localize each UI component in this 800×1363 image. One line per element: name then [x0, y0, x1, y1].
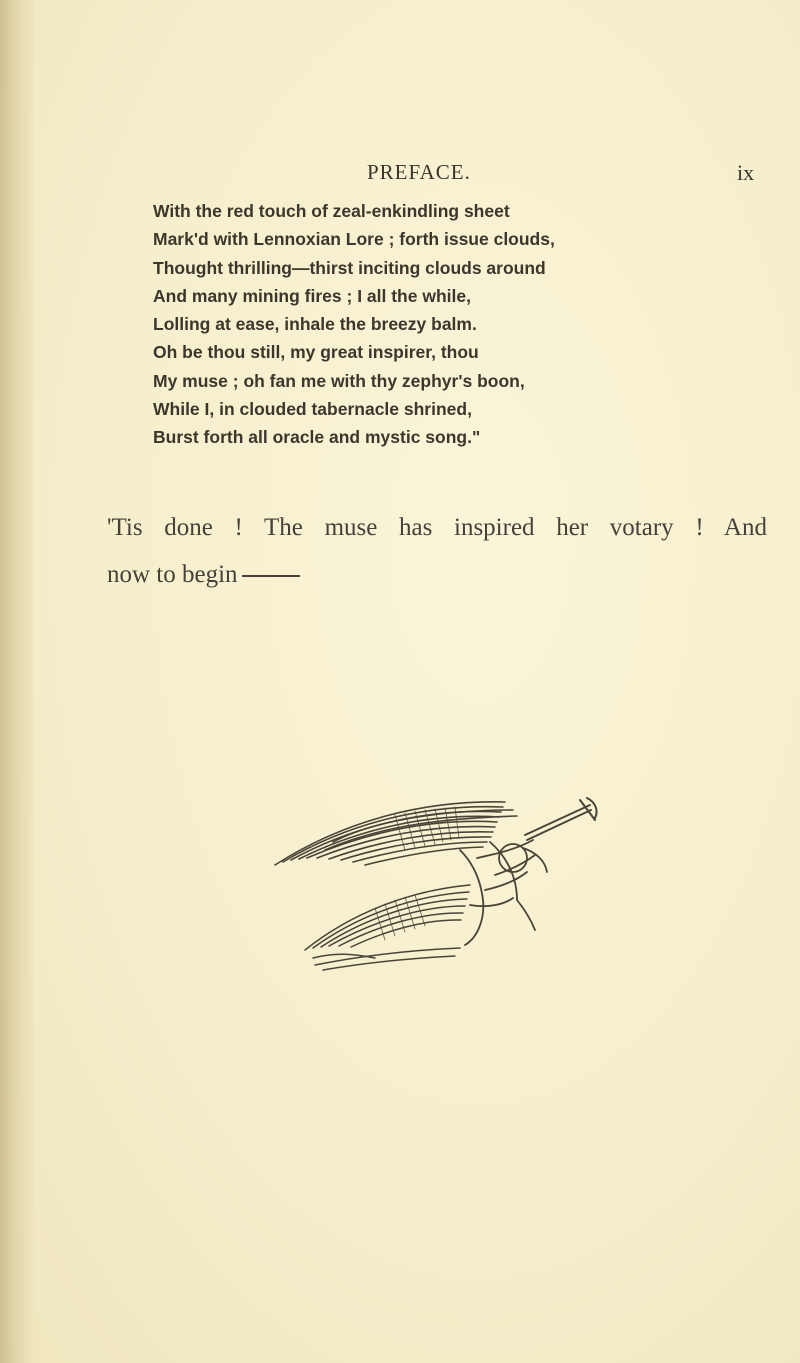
- binding-edge: [0, 0, 34, 1363]
- prose-paragraph: [107, 504, 767, 598]
- prose-line-text: now to begin: [107, 561, 238, 588]
- poem-line: Thought thrilling—thirst inciting clouds around: [153, 257, 546, 278]
- running-head: [0, 160, 800, 190]
- poem-line: With the red touch of zeal-enkindling sheet: [153, 201, 510, 221]
- poem-line: And many mining fires ; I all the while,: [153, 285, 471, 306]
- winged-herald-ornament: [255, 780, 605, 980]
- poem-line: Burst forth all oracle and mystic song.": [153, 427, 481, 448]
- poem-line: While I, in clouded tabernacle shrined,: [153, 399, 472, 420]
- poem-line: Lolling at ease, inhale the breezy balm.: [153, 314, 477, 335]
- upper-wing-icon: [275, 802, 517, 865]
- page-number: ix: [737, 160, 755, 185]
- lower-wing-icon: [305, 885, 470, 970]
- poem-line: My muse ; oh fan me with thy zephyr's boon,: [153, 370, 525, 391]
- em-dash-rule: [242, 575, 300, 577]
- trumpet-icon: [525, 798, 597, 840]
- poem-line: Mark'd with Lennoxian Lore ; forth issue clouds,: [153, 229, 555, 250]
- running-title: PREFACE.: [367, 160, 471, 184]
- poem-quotation: [153, 197, 773, 452]
- poem-line: Oh be thou still, my great inspirer, thou: [153, 342, 479, 363]
- prose-line: 'Tis done ! The muse has inspired her votary ! And: [107, 514, 767, 541]
- herald-figure-icon: [460, 840, 547, 945]
- prose-line-last: [107, 551, 767, 598]
